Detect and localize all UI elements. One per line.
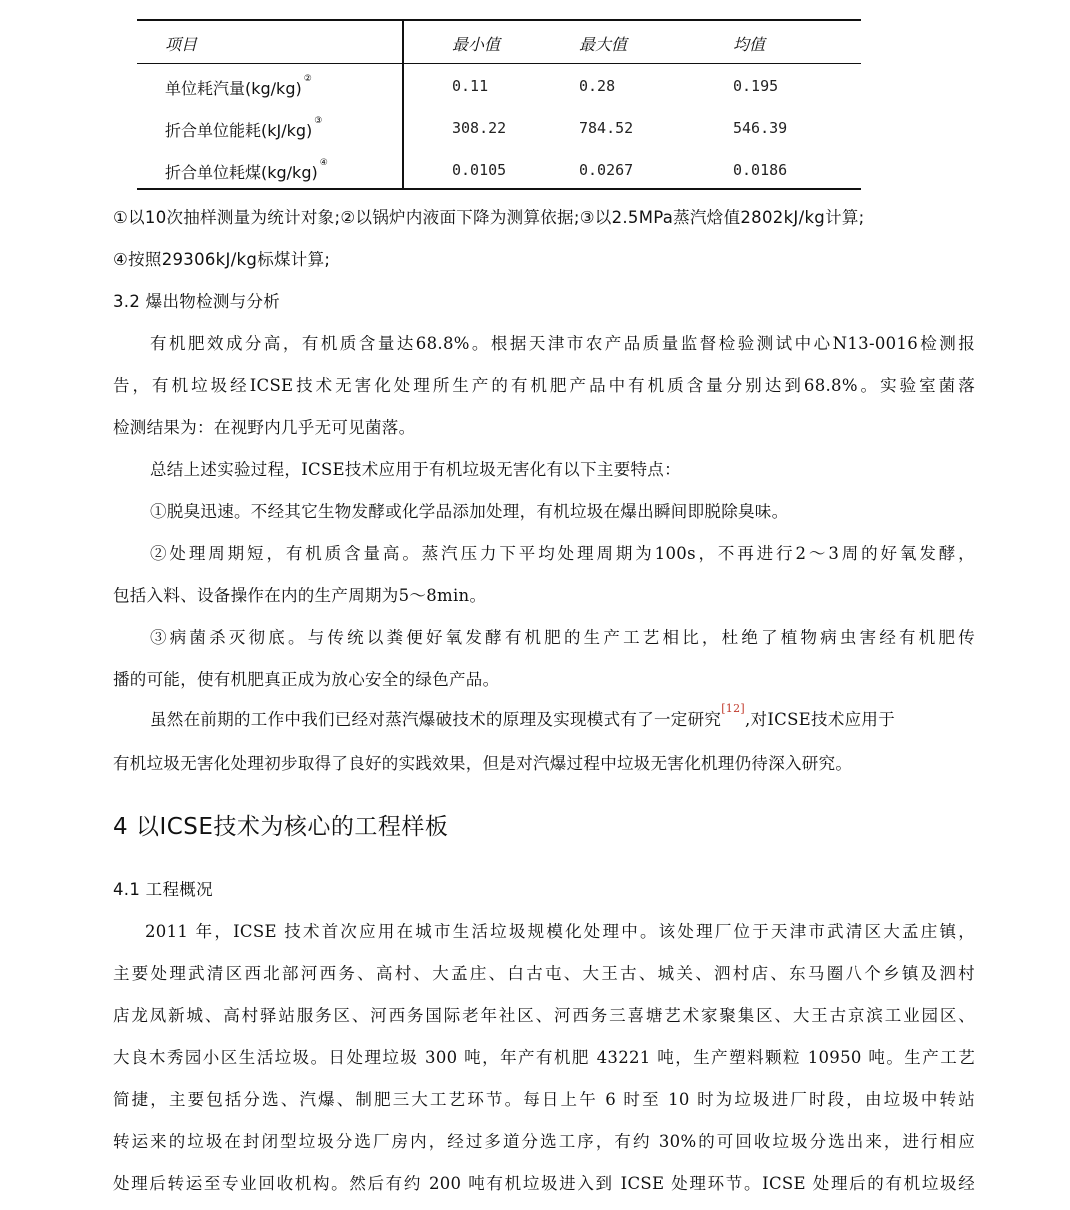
paragraph-line: 检测结果为：在视野内几乎无可见菌落。 [113,418,416,437]
table-row-label [165,160,328,183]
table-row-label [165,76,312,99]
paragraph-line: 主要处理武清区西北部河西务、高村、大孟庄、白古屯、大王古、城关、泗村店、东马圈八个乡镇及泗村 [113,964,975,983]
footnote-mark: ④ [319,158,328,168]
paragraph-line: 大良木秀园小区生活垃圾。日处理垃圾 300 吨，年产有机肥 43221 吨，生产塑料颗粒 10950 吨。生产工艺 [113,1048,975,1067]
paragraph-line: 播的可能，使有机肥真正成为放心安全的绿色产品。 [113,670,500,689]
table-header-item: 项目 [165,35,198,54]
table-bottom-rule [137,188,861,190]
section-heading: 3.2 爆出物检测与分析 [113,292,281,311]
table-row-label [165,118,322,141]
table-cell-avg: 0.0186 [733,161,788,179]
table-cell-max: 0.0267 [579,161,634,179]
paragraph-text: ,对ICSE技术应用于 [744,710,896,729]
row-label-text: 单位耗汽量(kg/kg) [165,79,302,98]
paragraph-line: ①脱臭迅速。不经其它生物发酵或化学品添加处理，有机垃圾在爆出瞬间即脱除臭味。 [150,502,789,521]
table-header-rule [137,63,861,64]
table-header-avg: 均值 [733,35,766,54]
table-cell-avg: 546.39 [733,119,788,137]
paragraph-text: 虽然在前期的工作中我们已经对蒸汽爆破技术的原理及实现模式有了一定研究 [150,710,722,729]
table-cell-max: 784.52 [579,119,634,137]
paragraph-line: 处理后转运至专业回收机构。然后有约 200 吨有机垃圾进入到 ICSE 处理环节。ICSE 处理后的有机垃圾经 [113,1174,975,1193]
table-note: ④按照29306kJ/kg标煤计算; [113,250,331,269]
paragraph-line: 有机肥效成分高，有机质含量达68.8%。根据天津市农产品质量监督检验测试中心N13-0016检测报 [150,334,975,353]
table-header-max: 最大值 [579,35,628,54]
citation-link[interactable]: [12] [721,702,745,715]
paragraph-line: 有机垃圾无害化处理初步取得了良好的实践效果，但是对汽爆过程中垃圾无害化机理仍待深入研究。 [113,754,853,773]
paragraph-line [150,702,975,730]
paragraph-line: 2011 年，ICSE 技术首次应用在城市生活垃圾规模化处理中。该处理厂位于天津市武清区大孟庄镇， [145,922,975,941]
footnote-mark: ② [303,74,312,84]
table-cell-min: 0.11 [452,77,489,95]
paragraph-line: 告，有机垃圾经ICSE技术无害化处理所生产的有机肥产品中有机质含量分别达到68.8%。实验室菌落 [113,376,975,395]
footnote-mark: ③ [314,116,323,126]
table-cell-min: 0.0105 [452,161,507,179]
section-heading: 4.1 工程概况 [113,880,213,899]
table-column-divider [402,19,404,190]
paragraph-line: 转运来的垃圾在封闭型垃圾分选厂房内，经过多道分选工序，有约 30%的可回收垃圾分选出来，进行相应 [113,1132,975,1151]
row-label-text: 折合单位耗煤(kg/kg) [165,163,318,182]
table-note: ①以10次抽样测量为统计对象;②以锅炉内液面下降为测算依据;③以2.5MPa蒸汽焓值2802kJ/kg计算; [113,208,865,227]
table-cell-max: 0.28 [579,77,616,95]
paragraph-line: 简捷，主要包括分选、汽爆、制肥三大工艺环节。每日上午 6 时至 10 时为垃圾进厂时段，由垃圾中转站 [113,1090,975,1109]
paragraph-line: ③病菌杀灭彻底。与传统以粪便好氧发酵有机肥的生产工艺相比，杜绝了植物病虫害经有机肥传 [150,628,975,647]
data-table [137,19,861,190]
table-cell-avg: 0.195 [733,77,779,95]
row-label-text: 折合单位能耗(kJ/kg) [165,121,313,140]
table-header-min: 最小值 [452,35,501,54]
paragraph-line: 包括入料、设备操作在内的生产周期为5～8min。 [113,586,487,605]
paragraph-line: 店龙凤新城、高村驿站服务区、河西务国际老年社区、河西务三喜塘艺术家聚集区、大王古京滨工业园区、 [113,1006,975,1025]
table-cell-min: 308.22 [452,119,507,137]
paragraph-line: 总结上述实验过程，ICSE技术应用于有机垃圾无害化有以下主要特点： [150,460,681,479]
table-top-rule [137,19,861,21]
chapter-heading: 4 以ICSE技术为核心的工程样板 [113,814,449,840]
paragraph-line: ②处理周期短，有机质含量高。蒸汽压力下平均处理周期为100s，不再进行2～3周的好氧发酵， [150,544,975,563]
